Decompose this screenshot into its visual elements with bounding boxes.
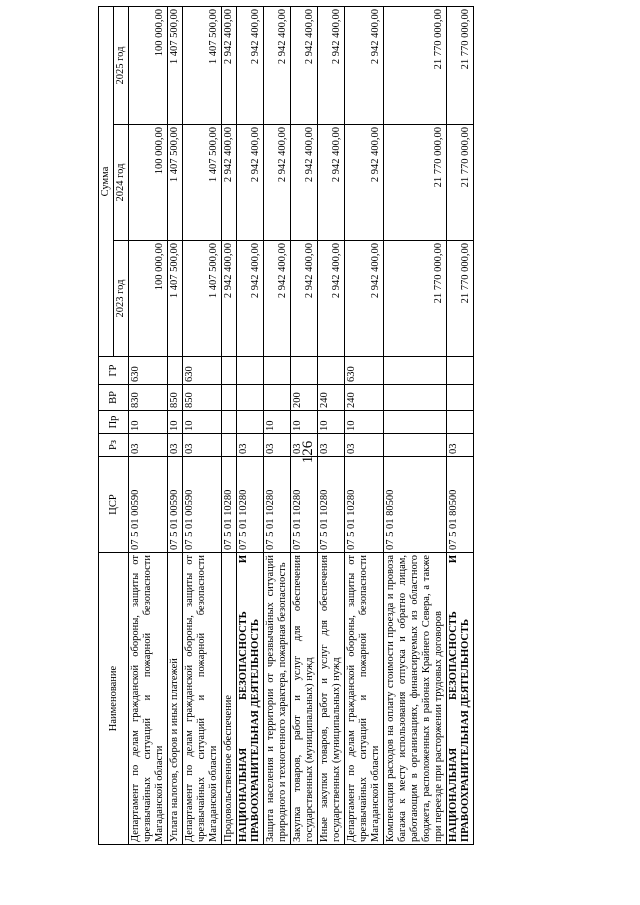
header-2023: 2023 год — [114, 241, 129, 357]
cell-pr — [384, 411, 447, 434]
cell-rz — [384, 434, 447, 457]
page-number: 126 — [300, 440, 316, 464]
cell-y2025: 2 942 400,00 — [345, 7, 384, 125]
cell-pr: 10 — [264, 411, 291, 434]
cell-y2024: 2 942 400,00 — [345, 125, 384, 241]
cell-y2024: 2 942 400,00 — [291, 125, 318, 241]
cell-csr: 07 5 01 00590 — [129, 457, 168, 553]
cell-csr: 07 5 01 10280 — [222, 457, 237, 553]
cell-rz: 03 — [447, 434, 474, 457]
cell-gr — [168, 357, 183, 385]
cell-y2025: 2 942 400,00 — [222, 7, 237, 125]
cell-y2023: 21 770 000,00 — [447, 241, 474, 357]
cell-name: Защита населения и территории от чрезвычайных ситуаций природного и техногенного характера, пожарная безопасность — [264, 553, 291, 845]
cell-gr — [384, 357, 447, 385]
cell-y2024: 21 770 000,00 — [384, 125, 447, 241]
cell-name: Продовольственное обеспечение — [222, 553, 237, 845]
header-sum: Сумма — [99, 7, 114, 357]
cell-csr: 07 5 01 00590 — [183, 457, 222, 553]
cell-vr: 200 — [291, 385, 318, 411]
cell-name: НАЦИОНАЛЬНАЯ БЕЗОПАСНОСТЬ И ПРАВООХРАНИТЕЛЬНАЯ ДЕЯТЕЛЬНОСТЬ — [447, 553, 474, 845]
cell-name: Компенсация расходов на оплату стоимости проезда и провоза багажа к месту использования отпуска и обратно лицам, работающим в организациях, финансируемых из областного бюджета, расположенных в районах Крайнего Севера, а также при переезде при расторжении трудовых договоров — [384, 553, 447, 845]
cell-name: Департамент по делам гражданской обороны, защиты от чрезвычайных ситуаций и пожарной безопасности Магаданской области — [129, 553, 168, 845]
cell-y2025: 2 942 400,00 — [237, 7, 264, 125]
cell-y2024: 2 942 400,00 — [237, 125, 264, 241]
cell-y2024: 1 407 500,00 — [168, 125, 183, 241]
cell-y2024: 2 942 400,00 — [222, 125, 237, 241]
cell-pr: 10 — [183, 411, 222, 434]
cell-csr: 07 5 01 10280 — [291, 457, 318, 553]
cell-y2025: 1 407 500,00 — [168, 7, 183, 125]
cell-y2023: 2 942 400,00 — [222, 241, 237, 357]
cell-y2023: 1 407 500,00 — [183, 241, 222, 357]
cell-y2025: 21 770 000,00 — [447, 7, 474, 125]
table-row — [318, 7, 345, 845]
cell-y2025: 2 942 400,00 — [318, 7, 345, 125]
cell-gr — [447, 357, 474, 385]
table-row — [129, 7, 168, 845]
cell-csr: 07 5 01 00590 — [168, 457, 183, 553]
cell-y2024: 2 942 400,00 — [318, 125, 345, 241]
cell-pr: 10 — [168, 411, 183, 434]
cell-gr: 630 — [345, 357, 384, 385]
cell-gr — [222, 357, 237, 385]
cell-gr — [264, 357, 291, 385]
cell-y2023: 21 770 000,00 — [384, 241, 447, 357]
header-pr: Пр — [99, 411, 129, 434]
cell-rz: 03 — [345, 434, 384, 457]
cell-pr: 10 — [129, 411, 168, 434]
cell-y2025: 2 942 400,00 — [264, 7, 291, 125]
table-body — [129, 7, 474, 845]
table-row — [183, 7, 222, 845]
cell-csr: 07 5 01 10280 — [318, 457, 345, 553]
header-gr: ГР — [99, 357, 129, 385]
table-row — [291, 7, 318, 845]
cell-y2023: 100 000,00 — [129, 241, 168, 357]
cell-y2025: 21 770 000,00 — [384, 7, 447, 125]
cell-y2025: 2 942 400,00 — [291, 7, 318, 125]
header-2024: 2024 год — [114, 125, 129, 241]
cell-gr — [318, 357, 345, 385]
cell-csr: 07 5 01 10280 — [264, 457, 291, 553]
budget-table-rotated — [98, 7, 639, 845]
cell-vr: 850 — [168, 385, 183, 411]
header-2025: 2025 год — [114, 7, 129, 125]
cell-y2023: 2 942 400,00 — [237, 241, 264, 357]
cell-name: Уплата налогов, сборов и иных платежей — [168, 553, 183, 845]
table-row — [447, 7, 474, 845]
cell-name: Департамент по делам гражданской обороны, защиты от чрезвычайных ситуаций и пожарной безопасности Магаданской области — [183, 553, 222, 845]
cell-vr — [384, 385, 447, 411]
cell-vr: 830 — [129, 385, 168, 411]
cell-y2024: 21 770 000,00 — [447, 125, 474, 241]
cell-vr — [264, 385, 291, 411]
table-row — [345, 7, 384, 845]
cell-rz: 03 — [183, 434, 222, 457]
cell-vr — [237, 385, 264, 411]
header-name: Наименование — [99, 553, 129, 845]
cell-pr — [222, 411, 237, 434]
cell-y2024: 100 000,00 — [129, 125, 168, 241]
cell-pr — [447, 411, 474, 434]
cell-pr: 10 — [345, 411, 384, 434]
cell-pr — [237, 411, 264, 434]
table-row — [264, 7, 291, 845]
table-row — [237, 7, 264, 845]
cell-y2024: 1 407 500,00 — [183, 125, 222, 241]
cell-csr: 07 5 01 80500 — [384, 457, 447, 553]
cell-gr — [291, 357, 318, 385]
header-vr: ВР — [99, 385, 129, 411]
cell-gr: 630 — [129, 357, 168, 385]
cell-y2024: 2 942 400,00 — [264, 125, 291, 241]
cell-rz: 03 — [129, 434, 168, 457]
cell-csr: 07 5 01 10280 — [237, 457, 264, 553]
budget-table — [98, 6, 474, 845]
cell-rz: 03 — [264, 434, 291, 457]
cell-rz: 03 — [168, 434, 183, 457]
table-row — [168, 7, 183, 845]
cell-rz: 03 — [237, 434, 264, 457]
cell-name: Иные закупки товаров, работ и услуг для обеспечения государственных (муниципальных) нужд — [318, 553, 345, 845]
cell-gr: 630 — [183, 357, 222, 385]
cell-vr — [447, 385, 474, 411]
cell-rz — [222, 434, 237, 457]
cell-vr: 850 — [183, 385, 222, 411]
cell-vr — [222, 385, 237, 411]
header-row — [99, 7, 114, 845]
cell-y2025: 100 000,00 — [129, 7, 168, 125]
table-row — [384, 7, 447, 845]
cell-name: НАЦИОНАЛЬНАЯ БЕЗОПАСНОСТЬ И ПРАВООХРАНИТЕЛЬНАЯ ДЕЯТЕЛЬНОСТЬ — [237, 553, 264, 845]
header-csr: ЦСР — [99, 457, 129, 553]
cell-vr: 240 — [345, 385, 384, 411]
cell-vr: 240 — [318, 385, 345, 411]
cell-name: Департамент по делам гражданской обороны, защиты от чрезвычайных ситуаций и пожарной безопасности Магаданской области — [345, 553, 384, 845]
cell-y2025: 1 407 500,00 — [183, 7, 222, 125]
cell-y2023: 2 942 400,00 — [318, 241, 345, 357]
cell-y2023: 1 407 500,00 — [168, 241, 183, 357]
cell-y2023: 2 942 400,00 — [264, 241, 291, 357]
cell-gr — [237, 357, 264, 385]
cell-csr: 07 5 01 10280 — [345, 457, 384, 553]
cell-rz: 03 — [318, 434, 345, 457]
cell-csr: 07 5 01 80500 — [447, 457, 474, 553]
cell-name: Закупка товаров, работ и услуг для обеспечения государственных (муниципальных) нужд — [291, 553, 318, 845]
header-rz: Рз — [99, 434, 129, 457]
cell-pr: 10 — [318, 411, 345, 434]
cell-y2023: 2 942 400,00 — [291, 241, 318, 357]
table-row — [222, 7, 237, 845]
cell-rz: 03 — [291, 434, 318, 457]
cell-pr: 10 — [291, 411, 318, 434]
cell-y2023: 2 942 400,00 — [345, 241, 384, 357]
